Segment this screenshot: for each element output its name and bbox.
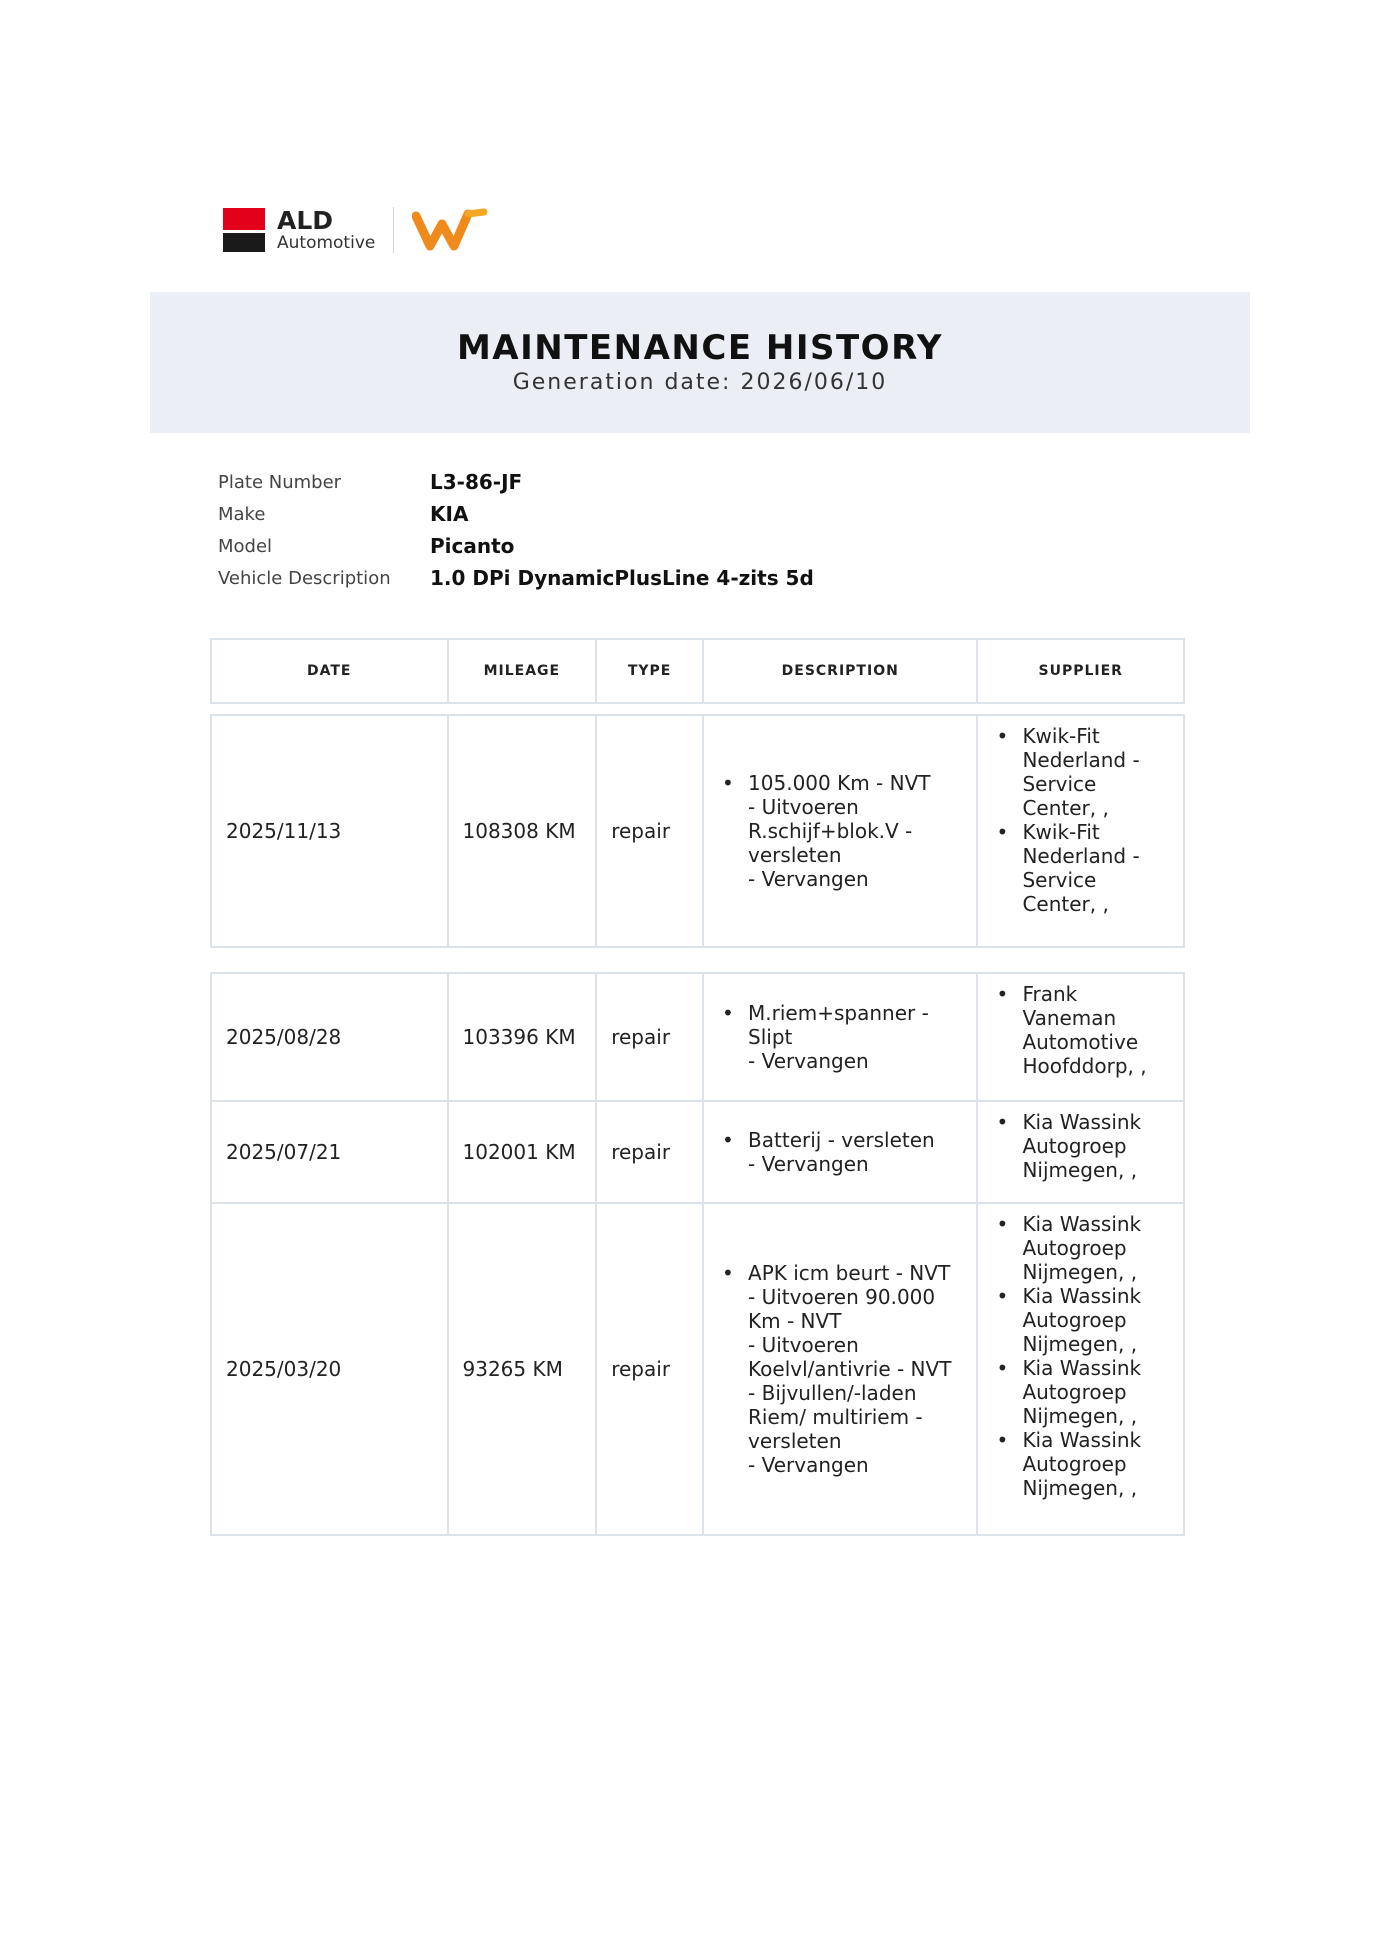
plate-number-label: Plate Number <box>218 471 342 493</box>
vehicle-info-row <box>218 562 814 594</box>
supplier-list <box>992 1212 1169 1500</box>
logo-bar <box>223 202 490 258</box>
table-row <box>210 972 1185 1102</box>
type-cell: repair <box>597 1102 704 1204</box>
ald-logo-mark <box>223 208 265 252</box>
table-row <box>210 1102 1185 1204</box>
supplier-list <box>992 982 1169 1078</box>
column-header-mileage: MILEAGE <box>449 640 598 704</box>
leaseplan-icon <box>412 206 490 254</box>
supplier-item: • Kwik-Fit Nederland - Service Center, , <box>992 724 1169 820</box>
ald-logo-text <box>277 208 375 252</box>
generation-date-value: 2026/06/10 <box>740 370 888 395</box>
date-cell: 2025/07/21 <box>212 1102 449 1204</box>
supplier-item: • Kia Wassink Autogroep Nijmegen, , <box>992 1428 1169 1500</box>
mileage-cell: 93265 KM <box>449 1204 598 1536</box>
vehicle-info <box>218 466 814 594</box>
description-list <box>718 1001 962 1073</box>
vehicle-description-value: 1.0 DPi DynamicPlusLine 4-zits 5d <box>430 566 814 590</box>
column-header-date: DATE <box>212 640 449 704</box>
description-item: • M.riem+spanner - Slipt - Vervangen <box>718 1001 962 1073</box>
supplier-cell <box>978 716 1185 948</box>
supplier-cell <box>978 974 1185 1102</box>
supplier-item: • Kia Wassink Autogroep Nijmegen, , <box>992 1356 1169 1428</box>
description-list <box>718 1261 962 1477</box>
vehicle-info-row <box>218 466 814 498</box>
generation-date <box>150 370 1250 395</box>
table-row <box>210 1204 1185 1536</box>
type-cell: repair <box>597 716 704 948</box>
ald-logo-line1: ALD <box>277 206 334 235</box>
header-band <box>150 292 1250 433</box>
description-item: • Batterij - versleten - Vervangen <box>718 1128 935 1176</box>
description-item: • APK icm beurt - NVT - Uitvoeren 90.000 Km - NVT - Uitvoeren Koelvl/antivrie - NVT - Bijvullen/-laden Riem/ multiriem - versleten - Vervangen <box>718 1261 962 1477</box>
column-header-description: DESCRIPTION <box>704 640 978 704</box>
generation-date-label: Generation date: <box>512 370 732 395</box>
mileage-cell: 108308 KM <box>449 716 598 948</box>
date-cell: 2025/08/28 <box>212 974 449 1102</box>
mileage-cell: 103396 KM <box>449 974 598 1102</box>
table-row-spacer <box>210 704 1185 714</box>
vehicle-description-label: Vehicle Description <box>218 567 391 589</box>
description-cell <box>704 1102 978 1204</box>
supplier-cell <box>978 1204 1185 1536</box>
page-title: MAINTENANCE HISTORY <box>456 328 944 368</box>
date-cell: 2025/11/13 <box>212 716 449 948</box>
supplier-list <box>992 724 1169 916</box>
date-cell: 2025/03/20 <box>212 1204 449 1536</box>
table-body <box>210 704 1185 1536</box>
supplier-cell <box>978 1102 1185 1204</box>
make-label: Make <box>218 503 266 525</box>
supplier-list <box>992 1110 1169 1182</box>
column-header-type: TYPE <box>597 640 704 704</box>
description-cell <box>704 974 978 1102</box>
supplier-item: • Kia Wassink Autogroep Nijmegen, , <box>992 1212 1169 1284</box>
vehicle-info-row <box>218 530 814 562</box>
description-list <box>718 771 962 891</box>
description-cell <box>704 716 978 948</box>
column-header-supplier: SUPPLIER <box>978 640 1185 704</box>
ald-logo-line2: Automotive <box>277 233 376 253</box>
type-cell: repair <box>597 1204 704 1536</box>
maintenance-table <box>210 638 1185 1536</box>
plate-number-value: L3-86-JF <box>430 470 523 494</box>
supplier-item: • Frank Vaneman Automotive Hoofddorp, , <box>992 982 1169 1078</box>
table-row <box>210 714 1185 948</box>
mileage-cell: 102001 KM <box>449 1102 598 1204</box>
model-label: Model <box>218 535 273 557</box>
table-row-spacer <box>210 948 1185 972</box>
logo-divider <box>393 207 394 253</box>
supplier-item: • Kwik-Fit Nederland - Service Center, , <box>992 820 1169 916</box>
description-cell <box>704 1204 978 1536</box>
table-header-row <box>210 638 1185 704</box>
description-list <box>718 1128 935 1176</box>
vehicle-info-row <box>218 498 814 530</box>
supplier-item: • Kia Wassink Autogroep Nijmegen, , <box>992 1284 1169 1356</box>
description-item: • 105.000 Km - NVT - Uitvoeren R.schijf+blok.V - versleten - Vervangen <box>718 771 962 891</box>
model-value: Picanto <box>430 534 515 558</box>
supplier-item: • Kia Wassink Autogroep Nijmegen, , <box>992 1110 1169 1182</box>
make-value: KIA <box>430 502 469 526</box>
type-cell: repair <box>597 974 704 1102</box>
